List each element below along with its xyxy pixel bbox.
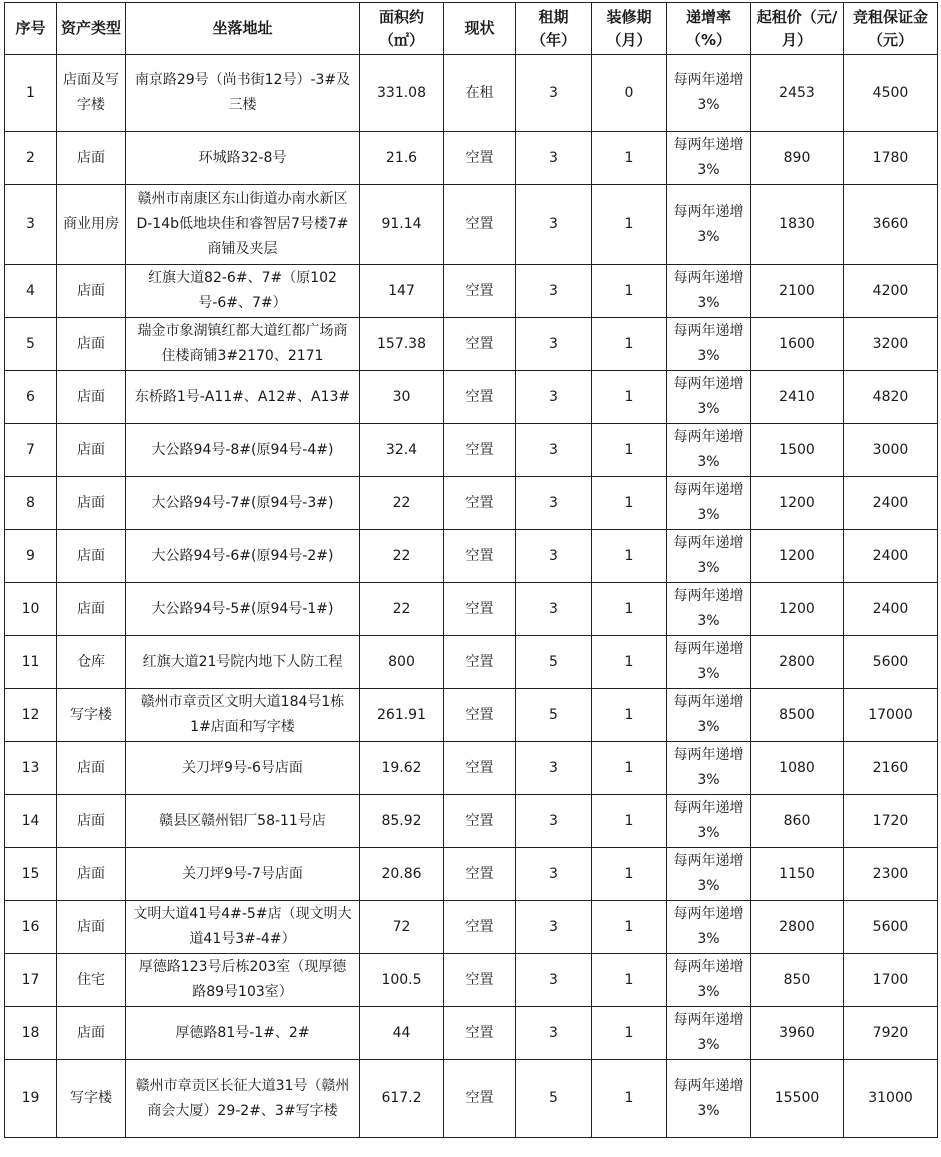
cell-term: 3 — [516, 530, 592, 583]
cell-asset-type: 店面 — [57, 371, 126, 424]
cell-status: 在租 — [444, 55, 516, 132]
cell-area: 20.86 — [360, 848, 444, 901]
cell-address: 大公路94号-8#(原94号-4#) — [126, 424, 360, 477]
cell-asset-type: 店面 — [57, 424, 126, 477]
table-row — [5, 185, 938, 265]
cell-no: 4 — [5, 265, 57, 318]
cell-price: 15500 — [751, 1060, 844, 1138]
cell-deposit: 2300 — [844, 848, 938, 901]
cell-term: 5 — [516, 1060, 592, 1138]
cell-area: 617.2 — [360, 1060, 444, 1138]
table-row — [5, 901, 938, 954]
asset-rental-table — [4, 2, 938, 1138]
cell-deposit: 5600 — [844, 636, 938, 689]
cell-area: 100.5 — [360, 954, 444, 1007]
cell-asset-type: 住宅 — [57, 954, 126, 1007]
cell-rate: 每两年递增3% — [667, 424, 751, 477]
cell-term: 3 — [516, 371, 592, 424]
table-row — [5, 477, 938, 530]
table-row — [5, 583, 938, 636]
header-fitout: 装修期（月） — [592, 3, 667, 55]
cell-asset-type: 店面及写字楼 — [57, 55, 126, 132]
cell-rate: 每两年递增3% — [667, 689, 751, 742]
table-row — [5, 530, 938, 583]
cell-term: 3 — [516, 583, 592, 636]
table-row — [5, 1060, 938, 1138]
cell-area: 147 — [360, 265, 444, 318]
table-row — [5, 132, 938, 185]
cell-no: 15 — [5, 848, 57, 901]
table-row — [5, 1007, 938, 1060]
cell-term: 3 — [516, 318, 592, 371]
cell-rate: 每两年递增3% — [667, 954, 751, 1007]
cell-asset-type: 商业用房 — [57, 185, 126, 265]
cell-term: 3 — [516, 848, 592, 901]
header-deposit: 竞租保证金（元） — [844, 3, 938, 55]
cell-status: 空置 — [444, 848, 516, 901]
cell-term: 3 — [516, 954, 592, 1007]
cell-rate: 每两年递增3% — [667, 185, 751, 265]
cell-address: 关刀坪9号-6号店面 — [126, 742, 360, 795]
cell-asset-type: 写字楼 — [57, 689, 126, 742]
cell-fitout: 0 — [592, 55, 667, 132]
cell-status: 空置 — [444, 530, 516, 583]
cell-no: 2 — [5, 132, 57, 185]
cell-asset-type: 写字楼 — [57, 1060, 126, 1138]
cell-asset-type: 店面 — [57, 318, 126, 371]
cell-fitout: 1 — [592, 185, 667, 265]
cell-deposit: 31000 — [844, 1060, 938, 1138]
header-row — [5, 3, 938, 55]
cell-fitout: 1 — [592, 954, 667, 1007]
cell-status: 空置 — [444, 689, 516, 742]
cell-address: 厚德路81号-1#、2# — [126, 1007, 360, 1060]
cell-rate: 每两年递增3% — [667, 636, 751, 689]
cell-rate: 每两年递增3% — [667, 371, 751, 424]
cell-asset-type: 店面 — [57, 265, 126, 318]
cell-fitout: 1 — [592, 132, 667, 185]
cell-term: 3 — [516, 742, 592, 795]
table-row — [5, 742, 938, 795]
cell-asset-type: 店面 — [57, 477, 126, 530]
cell-status: 空置 — [444, 583, 516, 636]
cell-price: 2100 — [751, 265, 844, 318]
table-row — [5, 424, 938, 477]
cell-rate: 每两年递增3% — [667, 265, 751, 318]
cell-no: 12 — [5, 689, 57, 742]
cell-no: 18 — [5, 1007, 57, 1060]
cell-fitout: 1 — [592, 530, 667, 583]
header-area: 面积约（㎡） — [360, 3, 444, 55]
cell-no: 9 — [5, 530, 57, 583]
cell-area: 22 — [360, 477, 444, 530]
cell-no: 7 — [5, 424, 57, 477]
cell-fitout: 1 — [592, 1060, 667, 1138]
cell-no: 8 — [5, 477, 57, 530]
cell-area: 44 — [360, 1007, 444, 1060]
cell-deposit: 3200 — [844, 318, 938, 371]
cell-no: 16 — [5, 901, 57, 954]
cell-status: 空置 — [444, 132, 516, 185]
table-row — [5, 954, 938, 1007]
header-type: 资产类型 — [57, 3, 126, 55]
cell-status: 空置 — [444, 318, 516, 371]
cell-price: 1500 — [751, 424, 844, 477]
cell-address: 大公路94号-5#(原94号-1#) — [126, 583, 360, 636]
cell-term: 3 — [516, 477, 592, 530]
cell-fitout: 1 — [592, 901, 667, 954]
cell-price: 2410 — [751, 371, 844, 424]
cell-address: 赣县区赣州铝厂58-11号店 — [126, 795, 360, 848]
cell-no: 6 — [5, 371, 57, 424]
cell-asset-type: 仓库 — [57, 636, 126, 689]
table-row — [5, 689, 938, 742]
cell-status: 空置 — [444, 1060, 516, 1138]
cell-no: 19 — [5, 1060, 57, 1138]
cell-price: 2453 — [751, 55, 844, 132]
cell-price: 850 — [751, 954, 844, 1007]
cell-term: 3 — [516, 132, 592, 185]
cell-price: 1200 — [751, 583, 844, 636]
cell-no: 5 — [5, 318, 57, 371]
cell-rate: 每两年递增3% — [667, 1060, 751, 1138]
cell-price: 890 — [751, 132, 844, 185]
cell-deposit: 17000 — [844, 689, 938, 742]
table-row — [5, 795, 938, 848]
cell-address: 瑞金市象湖镇红都大道红都广场商住楼商铺3#2170、2171 — [126, 318, 360, 371]
cell-address: 厚德路123号后栋203室（现厚德路89号103室） — [126, 954, 360, 1007]
cell-status: 空置 — [444, 185, 516, 265]
cell-deposit: 4820 — [844, 371, 938, 424]
cell-fitout: 1 — [592, 318, 667, 371]
header-term: 租期（年） — [516, 3, 592, 55]
cell-deposit: 2400 — [844, 583, 938, 636]
cell-price: 860 — [751, 795, 844, 848]
header-rate: 递增率（%） — [667, 3, 751, 55]
cell-asset-type: 店面 — [57, 901, 126, 954]
cell-price: 3960 — [751, 1007, 844, 1060]
cell-area: 30 — [360, 371, 444, 424]
cell-fitout: 1 — [592, 371, 667, 424]
cell-rate: 每两年递增3% — [667, 132, 751, 185]
cell-address: 红旗大道82-6#、7#（原102号-6#、7#） — [126, 265, 360, 318]
cell-asset-type: 店面 — [57, 583, 126, 636]
cell-deposit: 4200 — [844, 265, 938, 318]
cell-fitout: 1 — [592, 742, 667, 795]
cell-price: 1200 — [751, 477, 844, 530]
cell-deposit: 1700 — [844, 954, 938, 1007]
cell-area: 72 — [360, 901, 444, 954]
cell-asset-type: 店面 — [57, 848, 126, 901]
cell-address: 赣州市章贡区文明大道184号1栋1#店面和写字楼 — [126, 689, 360, 742]
cell-deposit: 4500 — [844, 55, 938, 132]
cell-fitout: 1 — [592, 636, 667, 689]
cell-asset-type: 店面 — [57, 530, 126, 583]
cell-no: 1 — [5, 55, 57, 132]
cell-status: 空置 — [444, 795, 516, 848]
cell-deposit: 1720 — [844, 795, 938, 848]
cell-deposit: 2400 — [844, 477, 938, 530]
cell-rate: 每两年递增3% — [667, 901, 751, 954]
cell-address: 大公路94号-6#(原94号-2#) — [126, 530, 360, 583]
cell-rate: 每两年递增3% — [667, 530, 751, 583]
cell-area: 261.91 — [360, 689, 444, 742]
cell-status: 空置 — [444, 636, 516, 689]
cell-deposit: 3660 — [844, 185, 938, 265]
cell-term: 3 — [516, 1007, 592, 1060]
cell-status: 空置 — [444, 954, 516, 1007]
cell-deposit: 2400 — [844, 530, 938, 583]
cell-fitout: 1 — [592, 795, 667, 848]
cell-rate: 每两年递增3% — [667, 477, 751, 530]
cell-price: 1080 — [751, 742, 844, 795]
cell-status: 空置 — [444, 265, 516, 318]
cell-area: 22 — [360, 530, 444, 583]
cell-no: 10 — [5, 583, 57, 636]
cell-fitout: 1 — [592, 1007, 667, 1060]
cell-price: 2800 — [751, 901, 844, 954]
cell-asset-type: 店面 — [57, 742, 126, 795]
cell-term: 5 — [516, 636, 592, 689]
cell-fitout: 1 — [592, 848, 667, 901]
cell-term: 3 — [516, 265, 592, 318]
header-status: 现状 — [444, 3, 516, 55]
table-row — [5, 848, 938, 901]
table-row — [5, 265, 938, 318]
cell-status: 空置 — [444, 742, 516, 795]
cell-term: 3 — [516, 55, 592, 132]
table-row — [5, 318, 938, 371]
cell-deposit: 5600 — [844, 901, 938, 954]
cell-status: 空置 — [444, 371, 516, 424]
cell-rate: 每两年递增3% — [667, 55, 751, 132]
cell-no: 3 — [5, 185, 57, 265]
cell-area: 331.08 — [360, 55, 444, 132]
cell-area: 32.4 — [360, 424, 444, 477]
header-no: 序号 — [5, 3, 57, 55]
table-header — [5, 3, 938, 55]
table-row — [5, 55, 938, 132]
cell-asset-type: 店面 — [57, 1007, 126, 1060]
cell-address: 赣州市章贡区长征大道31号（赣州商会大厦）29-2#、3#写字楼 — [126, 1060, 360, 1138]
cell-address: 东桥路1号-A11#、A12#、A13# — [126, 371, 360, 424]
cell-fitout: 1 — [592, 424, 667, 477]
cell-area: 19.62 — [360, 742, 444, 795]
cell-address: 红旗大道21号院内地下人防工程 — [126, 636, 360, 689]
cell-fitout: 1 — [592, 689, 667, 742]
cell-area: 22 — [360, 583, 444, 636]
header-address: 坐落地址 — [126, 3, 360, 55]
cell-no: 11 — [5, 636, 57, 689]
cell-area: 157.38 — [360, 318, 444, 371]
cell-status: 空置 — [444, 901, 516, 954]
header-price: 起租价（元/月） — [751, 3, 844, 55]
cell-deposit: 1780 — [844, 132, 938, 185]
cell-area: 21.6 — [360, 132, 444, 185]
cell-deposit: 2160 — [844, 742, 938, 795]
cell-no: 17 — [5, 954, 57, 1007]
cell-area: 85.92 — [360, 795, 444, 848]
cell-status: 空置 — [444, 424, 516, 477]
cell-term: 5 — [516, 689, 592, 742]
cell-address: 环城路32-8号 — [126, 132, 360, 185]
table-body — [5, 55, 938, 1138]
cell-address: 关刀坪9号-7号店面 — [126, 848, 360, 901]
cell-rate: 每两年递增3% — [667, 795, 751, 848]
cell-area: 91.14 — [360, 185, 444, 265]
cell-address: 南京路29号（尚书街12号）-3#及三楼 — [126, 55, 360, 132]
cell-term: 3 — [516, 795, 592, 848]
cell-rate: 每两年递增3% — [667, 742, 751, 795]
cell-status: 空置 — [444, 1007, 516, 1060]
cell-term: 3 — [516, 901, 592, 954]
cell-price: 1150 — [751, 848, 844, 901]
cell-price: 1200 — [751, 530, 844, 583]
cell-address: 赣州市南康区东山街道办南水新区D-14b低地块佳和睿智居7号楼7#商铺及夹层 — [126, 185, 360, 265]
cell-no: 13 — [5, 742, 57, 795]
cell-rate: 每两年递增3% — [667, 1007, 751, 1060]
cell-asset-type: 店面 — [57, 795, 126, 848]
cell-deposit: 3000 — [844, 424, 938, 477]
cell-price: 1830 — [751, 185, 844, 265]
cell-no: 14 — [5, 795, 57, 848]
cell-price: 8500 — [751, 689, 844, 742]
cell-rate: 每两年递增3% — [667, 583, 751, 636]
cell-asset-type: 店面 — [57, 132, 126, 185]
cell-status: 空置 — [444, 477, 516, 530]
cell-address: 大公路94号-7#(原94号-3#) — [126, 477, 360, 530]
cell-deposit: 7920 — [844, 1007, 938, 1060]
cell-area: 800 — [360, 636, 444, 689]
table-row — [5, 371, 938, 424]
cell-fitout: 1 — [592, 583, 667, 636]
cell-fitout: 1 — [592, 265, 667, 318]
cell-term: 3 — [516, 185, 592, 265]
cell-fitout: 1 — [592, 477, 667, 530]
cell-rate: 每两年递增3% — [667, 848, 751, 901]
table-row — [5, 636, 938, 689]
cell-term: 3 — [516, 424, 592, 477]
cell-price: 2800 — [751, 636, 844, 689]
cell-rate: 每两年递增3% — [667, 318, 751, 371]
cell-price: 1600 — [751, 318, 844, 371]
cell-address: 文明大道41号4#-5#店（现文明大道41号3#-4#） — [126, 901, 360, 954]
